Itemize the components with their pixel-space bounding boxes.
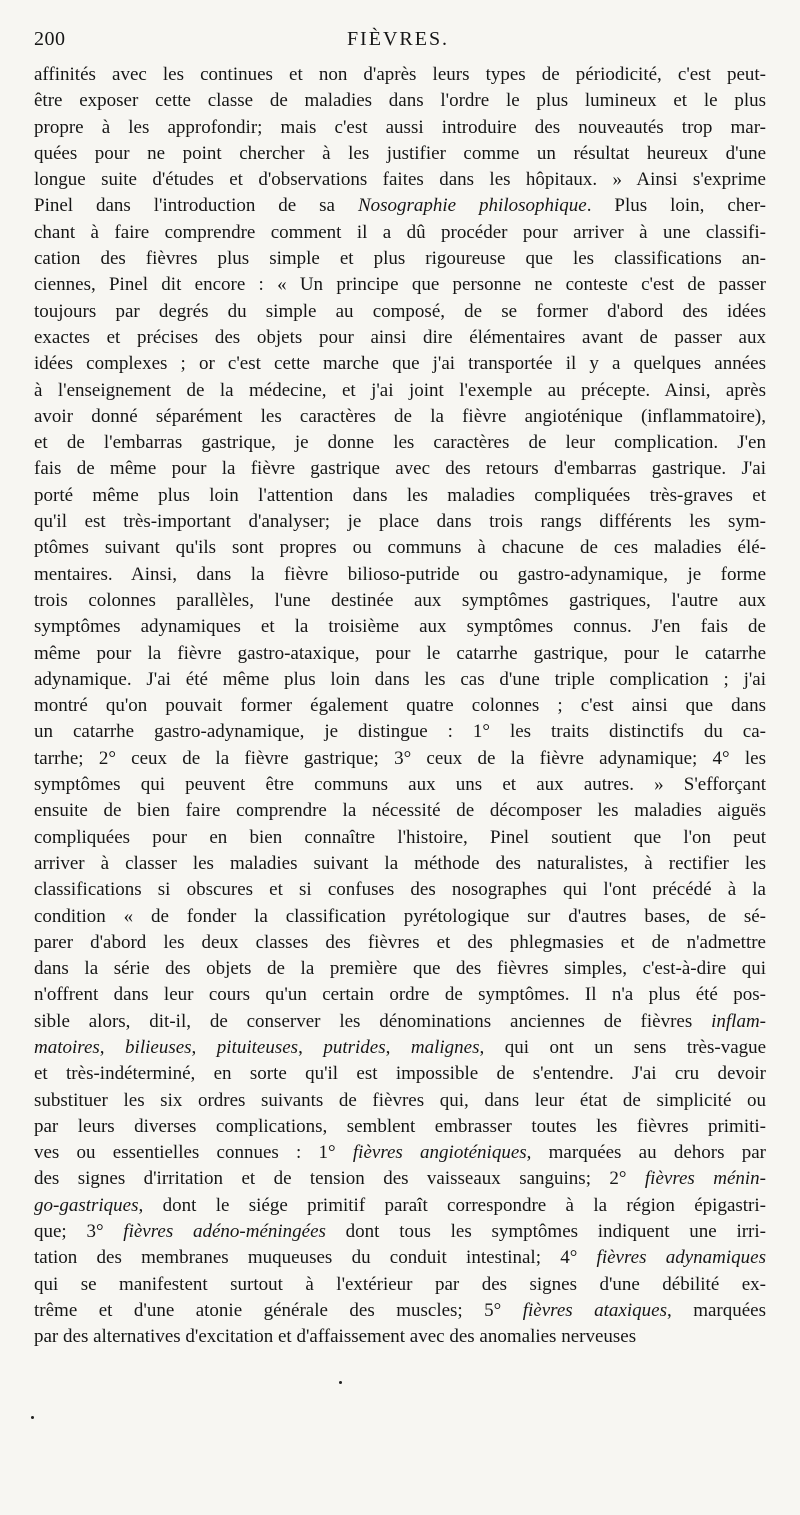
italic-term: fièvres ataxiques [522, 1299, 667, 1321]
text-line: mentaires. Ainsi, dans la fièvre bilioso-putride ou gastro-adynamique, je forme [34, 563, 766, 585]
text-segment: , [191, 1036, 217, 1058]
text-line: montré qu'on pouvait former également quatre colonnes ; c'est ainsi que dans [34, 695, 766, 717]
text-line: affinités avec les continues et non d'après leurs types de périodicité, c'est peut- [34, 64, 766, 85]
text-line: et très-indéterminé, en sorte qu'il est impossible de s'entendre. J'ai cru devoir [34, 1063, 766, 1085]
italic-term: fièvres adéno-méningées [123, 1221, 326, 1243]
text-line: exactes et précises des objets pour ainsi dire élémentaires avant de passer aux [34, 326, 766, 348]
text-line: chant à faire comprendre comment il a dû procéder pour arriver à une classifi- [34, 221, 766, 243]
text-line: idées complexes ; or c'est cette marche que j'ai transportée il y a quelques années [34, 353, 766, 375]
text-segment: , [298, 1036, 324, 1058]
running-title: FIÈVRES. [346, 28, 450, 50]
text-segment: trême et d'une atonie générale des muscles; 5° [34, 1299, 523, 1321]
italic-term: putrides [323, 1036, 386, 1058]
text-segment: , [385, 1036, 411, 1058]
text-segment: tation des membranes muqueuses du conduit intestinal; 4° [34, 1247, 597, 1269]
text-line: être exposer cette classe de maladies dans l'ordre le plus lumineux et le plus [34, 90, 766, 112]
page-number: 200 [34, 28, 66, 50]
text-segment: Pinel dans l'introduction de sa [34, 195, 358, 217]
text-segment: des signes d'irritation et de tension des vaisseaux sanguins; 2° [34, 1168, 645, 1190]
ink-speck [339, 1381, 342, 1384]
text-line: même pour la fièvre gastro-ataxique, pour le catarrhe gastrique, pour le catarrhe [34, 642, 766, 664]
text-line: qui se manifestent surtout à l'extérieur par des signes d'une débilité ex- [34, 1273, 766, 1295]
text-segment: , dont le siége primitif paraît correspondre à la région épigastri- [138, 1194, 766, 1216]
page-header [34, 28, 762, 58]
body-text [34, 62, 766, 1351]
text-line: avoir donné séparément les caractères de la fièvre angioténique (inflammatoire), [34, 405, 766, 427]
text-line: porté même plus loin l'attention dans les maladies compliquées très-graves et [34, 484, 766, 506]
text-segment: , qui ont un sens très-vague [479, 1036, 766, 1058]
text-line: propre à les approfondir; mais c'est aussi introduire des nouveautés trop mar- [34, 116, 766, 138]
text-line: et de l'embarras gastrique, je donne les caractères de leur complication. J'en [34, 432, 766, 454]
italic-term: matoires [34, 1036, 100, 1058]
text-line: à l'enseignement de la médecine, et j'ai joint l'exemple au précepte. Ainsi, après [34, 379, 766, 401]
text-segment: . Plus loin, cher- [586, 195, 766, 217]
text-line: qu'il est très-important d'analyser; je place dans trois rangs différents les sym- [34, 511, 766, 533]
text-segment: ves ou essentielles connues : 1° [34, 1142, 353, 1164]
italic-term: fièvres ménin- [644, 1168, 766, 1190]
text-line: un catarrhe gastro-adynamique, je distingue : 1° les traits distinctifs du ca- [34, 721, 766, 743]
text-line [34, 1193, 766, 1219]
text-line: longue suite d'études et d'observations faites dans les hôpitaux. » Ainsi s'exprime [34, 169, 766, 191]
text-line: par des alternatives d'excitation et d'affaissement avec des anomalies nerveuses [34, 1326, 637, 1348]
italic-term: inflam- [711, 1010, 766, 1032]
text-segment: , [99, 1036, 126, 1058]
italic-term: pituiteuses [216, 1036, 299, 1058]
book-title: Nosographie philosophique [357, 195, 587, 217]
text-line [34, 1140, 766, 1166]
text-line [34, 1009, 766, 1035]
text-line: compliquées pour en bien connaître l'histoire, Pinel soutient que l'on peut [34, 826, 766, 848]
text-line: classifications si obscures et si confuses des nosographes qui l'ont précédé à la [34, 879, 766, 901]
italic-term: fièvres adynamiques [596, 1247, 766, 1269]
text-line: parer d'abord les deux classes des fièvres et des phlegmasies et de n'admettre [34, 931, 766, 953]
text-line: quées pour ne point chercher à les justifier comme un résultat heureux d'une [34, 142, 766, 164]
text-line: ciennes, Pinel dit encore : « Un principe que personne ne conteste c'est de passer [34, 274, 766, 296]
text-line: ptômes suivant qu'ils sont propres ou communs à chacune de ces maladies élé- [34, 537, 766, 559]
text-segment: que; 3° [34, 1221, 124, 1243]
text-line: dans la série des objets de la première que des fièvres simples, c'est-à-dire qui [34, 958, 766, 980]
text-line [34, 193, 766, 219]
text-line: cation des fièvres plus simple et plus rigoureuse que les classifications an- [34, 248, 766, 270]
italic-term: malignes [410, 1036, 480, 1058]
text-segment: dont tous les symptômes indiquent une irri- [325, 1221, 766, 1243]
text-segment: sible alors, dit-il, de conserver les dénominations anciennes de fièvres [34, 1010, 712, 1032]
text-line: arriver à classer les maladies suivant la méthode des naturalistes, à rectifier les [34, 852, 766, 874]
text-line: symptômes qui peuvent être communs aux uns et aux autres. » S'efforçant [34, 774, 766, 796]
italic-term: go-gastriques [34, 1194, 139, 1216]
text-line: symptômes adynamiques et la troisième aux symptômes connus. J'en fais de [34, 616, 766, 638]
italic-term: bilieuses [125, 1036, 192, 1058]
text-line: toujours par degrés du simple au composé, de se former d'abord des idées [34, 300, 766, 322]
ink-speck [31, 1416, 34, 1419]
text-line: trois colonnes parallèles, l'une destinée aux symptômes gastriques, l'autre aux [34, 589, 766, 611]
text-line [34, 1298, 766, 1324]
text-segment: , marquées au dehors par [526, 1142, 766, 1164]
text-line: substituer les six ordres suivants de fièvres qui, dans leur état de simplicité ou [34, 1089, 766, 1111]
text-line: fais de même pour la fièvre gastrique avec des retours d'embarras gastrique. J'ai [34, 458, 766, 480]
text-line [34, 1219, 766, 1245]
text-line [34, 1245, 766, 1271]
text-line: ensuite de bien faire comprendre la nécessité de décomposer les maladies aiguës [34, 800, 766, 822]
italic-term: fièvres angioténiques [352, 1142, 527, 1164]
text-line: par leurs diverses complications, semblent embrasser toutes les fièvres primiti- [34, 1115, 766, 1137]
text-line [34, 1166, 766, 1192]
text-segment: , marquées [666, 1299, 766, 1321]
text-line: condition « de fonder la classification pyrétologique sur d'autres bases, de sé- [34, 905, 766, 927]
text-line: adynamique. J'ai été même plus loin dans les cas d'une triple complication ; j'ai [34, 668, 766, 690]
text-line: tarrhe; 2° ceux de la fièvre gastrique; 3° ceux de la fièvre adynamique; 4° les [34, 747, 766, 769]
text-line [34, 1035, 766, 1061]
text-line: n'offrent dans leur cours qu'un certain ordre de symptômes. Il n'a plus été pos- [34, 984, 766, 1006]
